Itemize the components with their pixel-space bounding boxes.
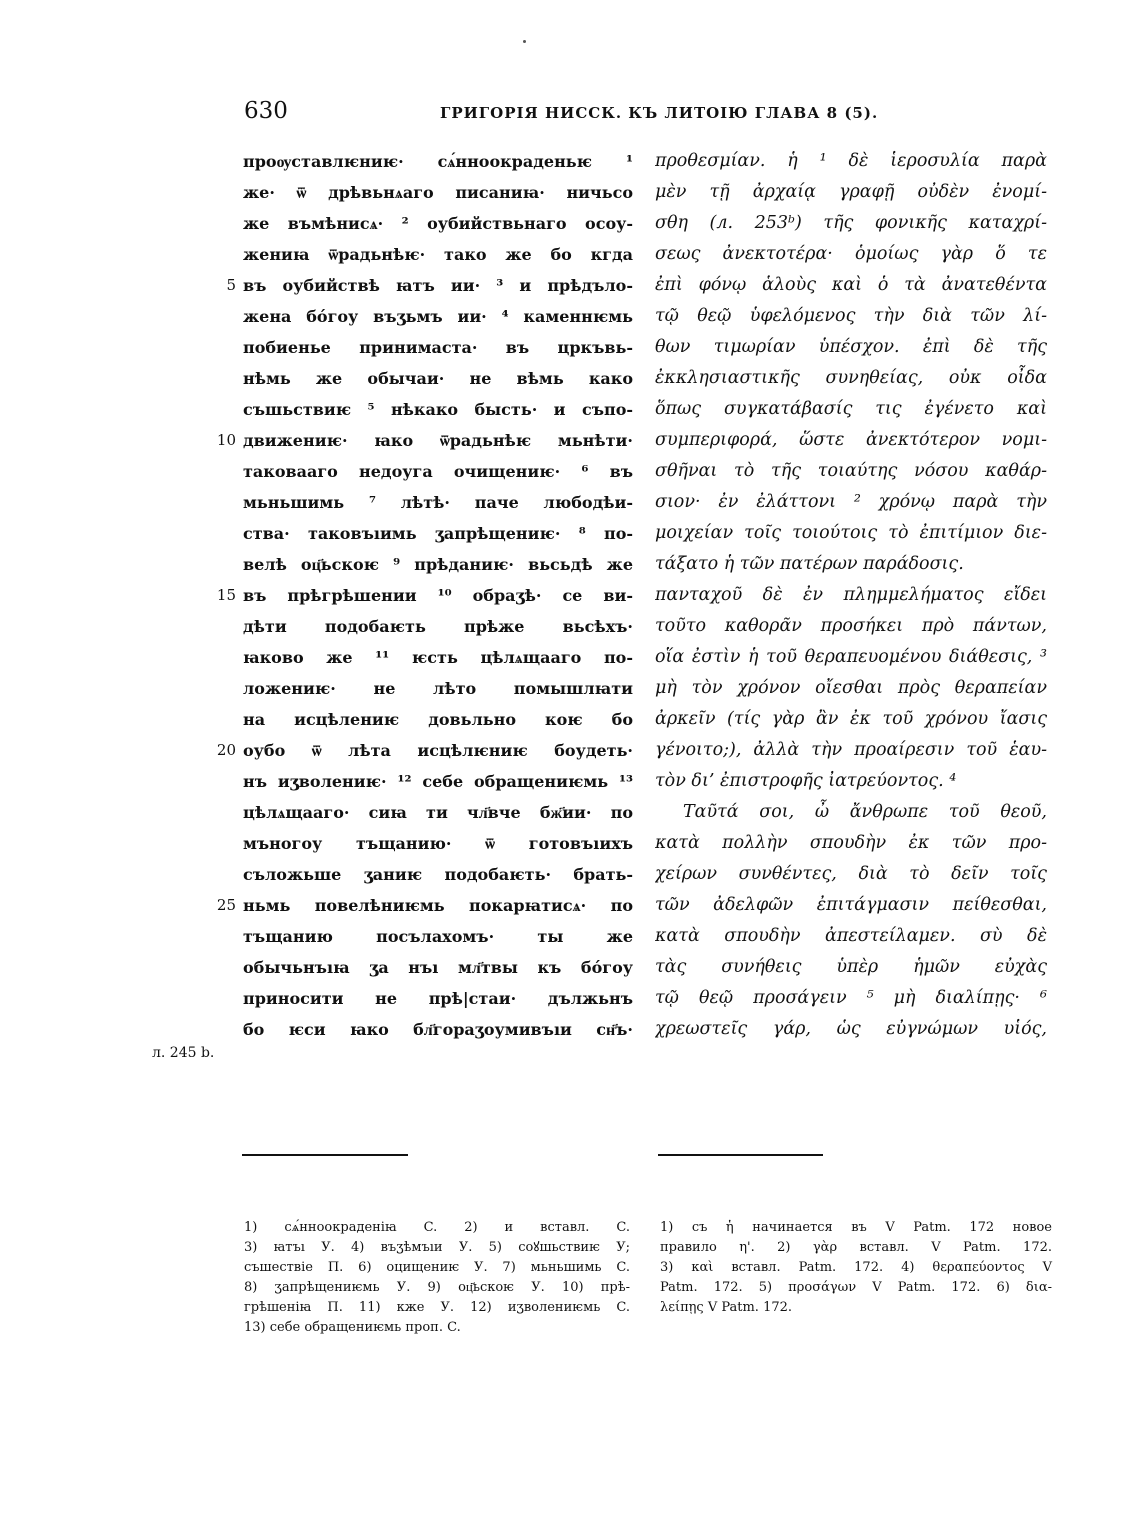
text-line: 8) ʒапрѣщениѥмь У. 9) оц҃ьскоѥ У. 10) прѣ- — [244, 1280, 630, 1295]
text-line: σθη (л. 253ᵇ) τῆς φονικῆς καταχρί- — [655, 213, 1047, 233]
text-line: въ прѣгрѣшении ¹⁰ обраʒѣ· се ви- — [243, 586, 633, 605]
text-line: же· ѿ дрѣвьнѧаго писаниꙗ· ничьсо — [243, 183, 633, 202]
text-line: τῷ θεῷ ὑφελόμενος τὴν διὰ τῶν λί- — [655, 306, 1047, 326]
text-line: бо ѥси ꙗко бл҃гораʒоумивъıи сн҃ъ· — [243, 1020, 633, 1039]
text-line: μὲν τῇ ἀρχαίᾳ γραφῇ οὐδὲν ἐνομί- — [655, 182, 1047, 202]
text-line: ꙗково же ¹¹ ѥсть цѣлѧщааго по- — [243, 648, 633, 667]
text-line: σθῆναι τὸ τῆς τοιαύτης νόσου καθάρ- — [655, 461, 1047, 481]
text-line: велѣ оц҃ьскоѥ ⁹ прѣданиѥ· вьсьдѣ же — [243, 555, 633, 574]
text-line: тъщанию посълахомъ· ты же — [243, 927, 633, 946]
text-line: κατὰ πολλὴν σπουδὴν ἐκ τῶν προ- — [655, 833, 1047, 853]
footnotes-greek — [660, 1218, 1052, 1318]
text-line: нъ иʒволениѥ· ¹² себе обращениѥмь ¹³ — [243, 772, 633, 791]
text-line: πανταχοῦ δὲ ἐν πλημμελήματος εἴδει — [655, 585, 1047, 605]
text-line: цѣлѧщааго· сиꙗ ти чл҃вче бж҃ии· по — [243, 803, 633, 822]
text-line: θων τιμωρίαν ὑπέσχον. ἐπὶ δὲ τῆς — [655, 337, 1047, 357]
line-number: 15 — [216, 586, 236, 604]
text-line: грѣшеніꙗ П. 11) кже У. 12) иʒволениѥмь C. — [244, 1300, 630, 1315]
text-line: Ταῦτά σοι, ὦ ἄνθρωπε τοῦ θεοῦ, — [683, 802, 1047, 822]
text-line: правило η'. 2) γὰρ вставл. V Patm. 172. — [660, 1240, 1052, 1255]
text-line: ὅπως συγκατάβασίς τις ἐγένετο καὶ — [655, 399, 1047, 419]
text-line: προθεσμίαν. ἡ ¹ δὲ ἱεροσυλία παρὰ — [655, 151, 1047, 171]
text-line: χείρων συνθέντες, διὰ τὸ δεῖν τοῖς — [655, 864, 1047, 884]
text-line: συμπεριφορά, ὥστε ἀνεκτότερον νομι- — [655, 430, 1047, 450]
text-line: дѣти подобаѥть прѣже вьсѣхъ· — [243, 617, 633, 636]
text-line: ἐπὶ φόνῳ ἁλοὺς καὶ ὁ τὰ ἀνατεθέντα — [655, 275, 1047, 295]
line-number: 25 — [216, 896, 236, 914]
text-line: ложениѥ· не лѣто помышлꙗти — [243, 679, 633, 698]
footnote-rule-right — [658, 1154, 823, 1156]
text-line: μοιχείαν τοῖς τοιούτοις τὸ ἐπιτίμιον διε- — [655, 523, 1047, 543]
text-line: жениꙗ ѿрадьнѣѥ· тако же бо кгда — [243, 245, 633, 264]
text-line: σιον· ἐν ἐλάττονι ² χρόνῳ παρὰ τὴν — [655, 492, 1047, 512]
text-line: τὰς συνήθεις ὑπὲρ ἡμῶν εὐχὰς — [655, 957, 1047, 977]
text-line: 1) съ ἡ начинается въ V Patm. 172 новое — [660, 1220, 1052, 1235]
text-line: побиенье принимаста· въ цркъвь- — [243, 338, 633, 357]
line-number: 10 — [216, 431, 236, 449]
text-line: σεως ἀνεκτοτέρα· ὁμοίως γὰρ ὅ τε — [655, 244, 1047, 264]
text-line: же въмѣнисѧ· ² оубийствьнаго осоу- — [243, 214, 633, 233]
text-line: 3) καὶ вставл. Patm. 172. 4) θεραπεύοντος V — [660, 1260, 1052, 1275]
text-line: γένοιτο;), ἀλλὰ τὴν προαίρεσιν τοῦ ἑαυ- — [655, 740, 1047, 760]
text-line: 3) ꙗтъı У. 4) въʒѣмъıи У. 5) соꙋшьствиѥ У; — [244, 1240, 630, 1255]
text-line: λείπῃς V Patm. 172. — [660, 1300, 793, 1315]
page-number: 630 — [244, 98, 288, 124]
text-line: мьньшимь ⁷ лѣтѣ· паче любодѣи- — [243, 493, 633, 512]
text-line: 13) себе обращениѥмь проп. C. — [244, 1320, 461, 1335]
text-line: ἐκκλησιαστικῆς συνηθείας, οὐκ οἶδα — [655, 368, 1047, 388]
text-line: τὸν δι’ ἐπιστροφῆς ἰατρεύοντος. ⁴ — [655, 771, 957, 791]
line-number: 5 — [226, 276, 236, 294]
text-line: μὴ τὸν χρόνον οἴεσθαι πρὸς θεραπείαν — [655, 678, 1047, 698]
text-line: οἵα ἐστὶν ἡ τοῦ θεραπευομένου διάθεσις, ³ — [655, 647, 1047, 667]
text-line: нѣмь же обычаи· не вѣмь како — [243, 369, 633, 388]
text-line: таковааго недоуга очищениѥ· ⁶ въ — [243, 462, 633, 481]
text-line: въ оубийствѣ ꙗтъ ии· ³ и прѣдъло- — [243, 276, 633, 295]
footnote-rule-left — [242, 1154, 408, 1156]
text-line: на исцѣлениѥ довьльно коѥ бо — [243, 710, 633, 729]
running-head: ГРИГОРІЯ НИССК. КЪ ЛИТОІЮ ГЛАВА 8 (5). — [440, 104, 879, 122]
line-number: 20 — [216, 741, 236, 759]
text-line: 1) сѧ́нноокраденіꙗ C. 2) и вставл. C. — [244, 1220, 630, 1235]
text-line: приносити не прѣ|стаи· дължьнъ — [243, 989, 633, 1008]
text-line: κατὰ σπουδὴν ἀπεστείλαμεν. σὺ δὲ — [655, 926, 1047, 946]
text-line: проѹставлѥниѥ· сѧ́нноокраденьѥ ¹ — [243, 152, 633, 171]
text-line: ньмь повелѣниѥмь покарꙗтисѧ· по — [243, 896, 633, 915]
text-line: Patm. 172. 5) προσάγων V Patm. 172. 6) δια- — [660, 1280, 1052, 1295]
text-line: ἀρκεῖν (τίς γὰρ ἂν ἐκ τοῦ χρόνου ἴασις — [655, 709, 1047, 729]
leaf-marker: л. 245 b. — [152, 1045, 215, 1061]
text-line: обычьнъıꙗ ʒа нъı мл҃твы къ бо́гоу — [243, 958, 633, 977]
text-line: τῷ θεῷ προσάγειν ⁵ μὴ διαλίπῃς· ⁶ — [655, 988, 1047, 1008]
text-line: съшьствиѥ ⁵ нѣкако бысть· и съпо- — [243, 400, 633, 419]
text-line: движениѥ· ꙗко ѿрадьнѣѥ мьнѣти· — [243, 431, 633, 450]
text-line: τάξατο ἡ τῶν πατέρων παράδοσις. — [655, 554, 964, 574]
slavonic-column — [243, 146, 633, 1045]
scan-speck — [523, 40, 526, 43]
text-line: τοῦτο καθορᾶν προσήκει πρὸ πάντων, — [655, 616, 1047, 636]
text-line: χρεωστεῖς γάρ, ὡς εὐγνώμων υἱός, — [655, 1019, 1047, 1039]
text-line: оубо ѿ лѣта исцѣлѥниѥ боудеть· — [243, 741, 633, 760]
text-line: жена бо́гоу въʒьмъ ии· ⁴ каменнѥмь — [243, 307, 633, 326]
text-line: τῶν ἀδελφῶν ἐπιτάγμασιν πείθεσθαι, — [655, 895, 1047, 915]
greek-column — [655, 146, 1047, 1045]
text-line: ства· таковъıимь ʒапрѣщениѥ· ⁸ по- — [243, 524, 633, 543]
text-line: съшествіе П. 6) оцищениѥ У. 7) мьньшимь C. — [244, 1260, 630, 1275]
text-line: мъногоу тъщанию· ѿ готовъıихъ — [243, 834, 633, 853]
text-line: съложьше ʒаниѥ подобаѥть· брать- — [243, 865, 633, 884]
footnotes-slavonic — [244, 1218, 630, 1338]
